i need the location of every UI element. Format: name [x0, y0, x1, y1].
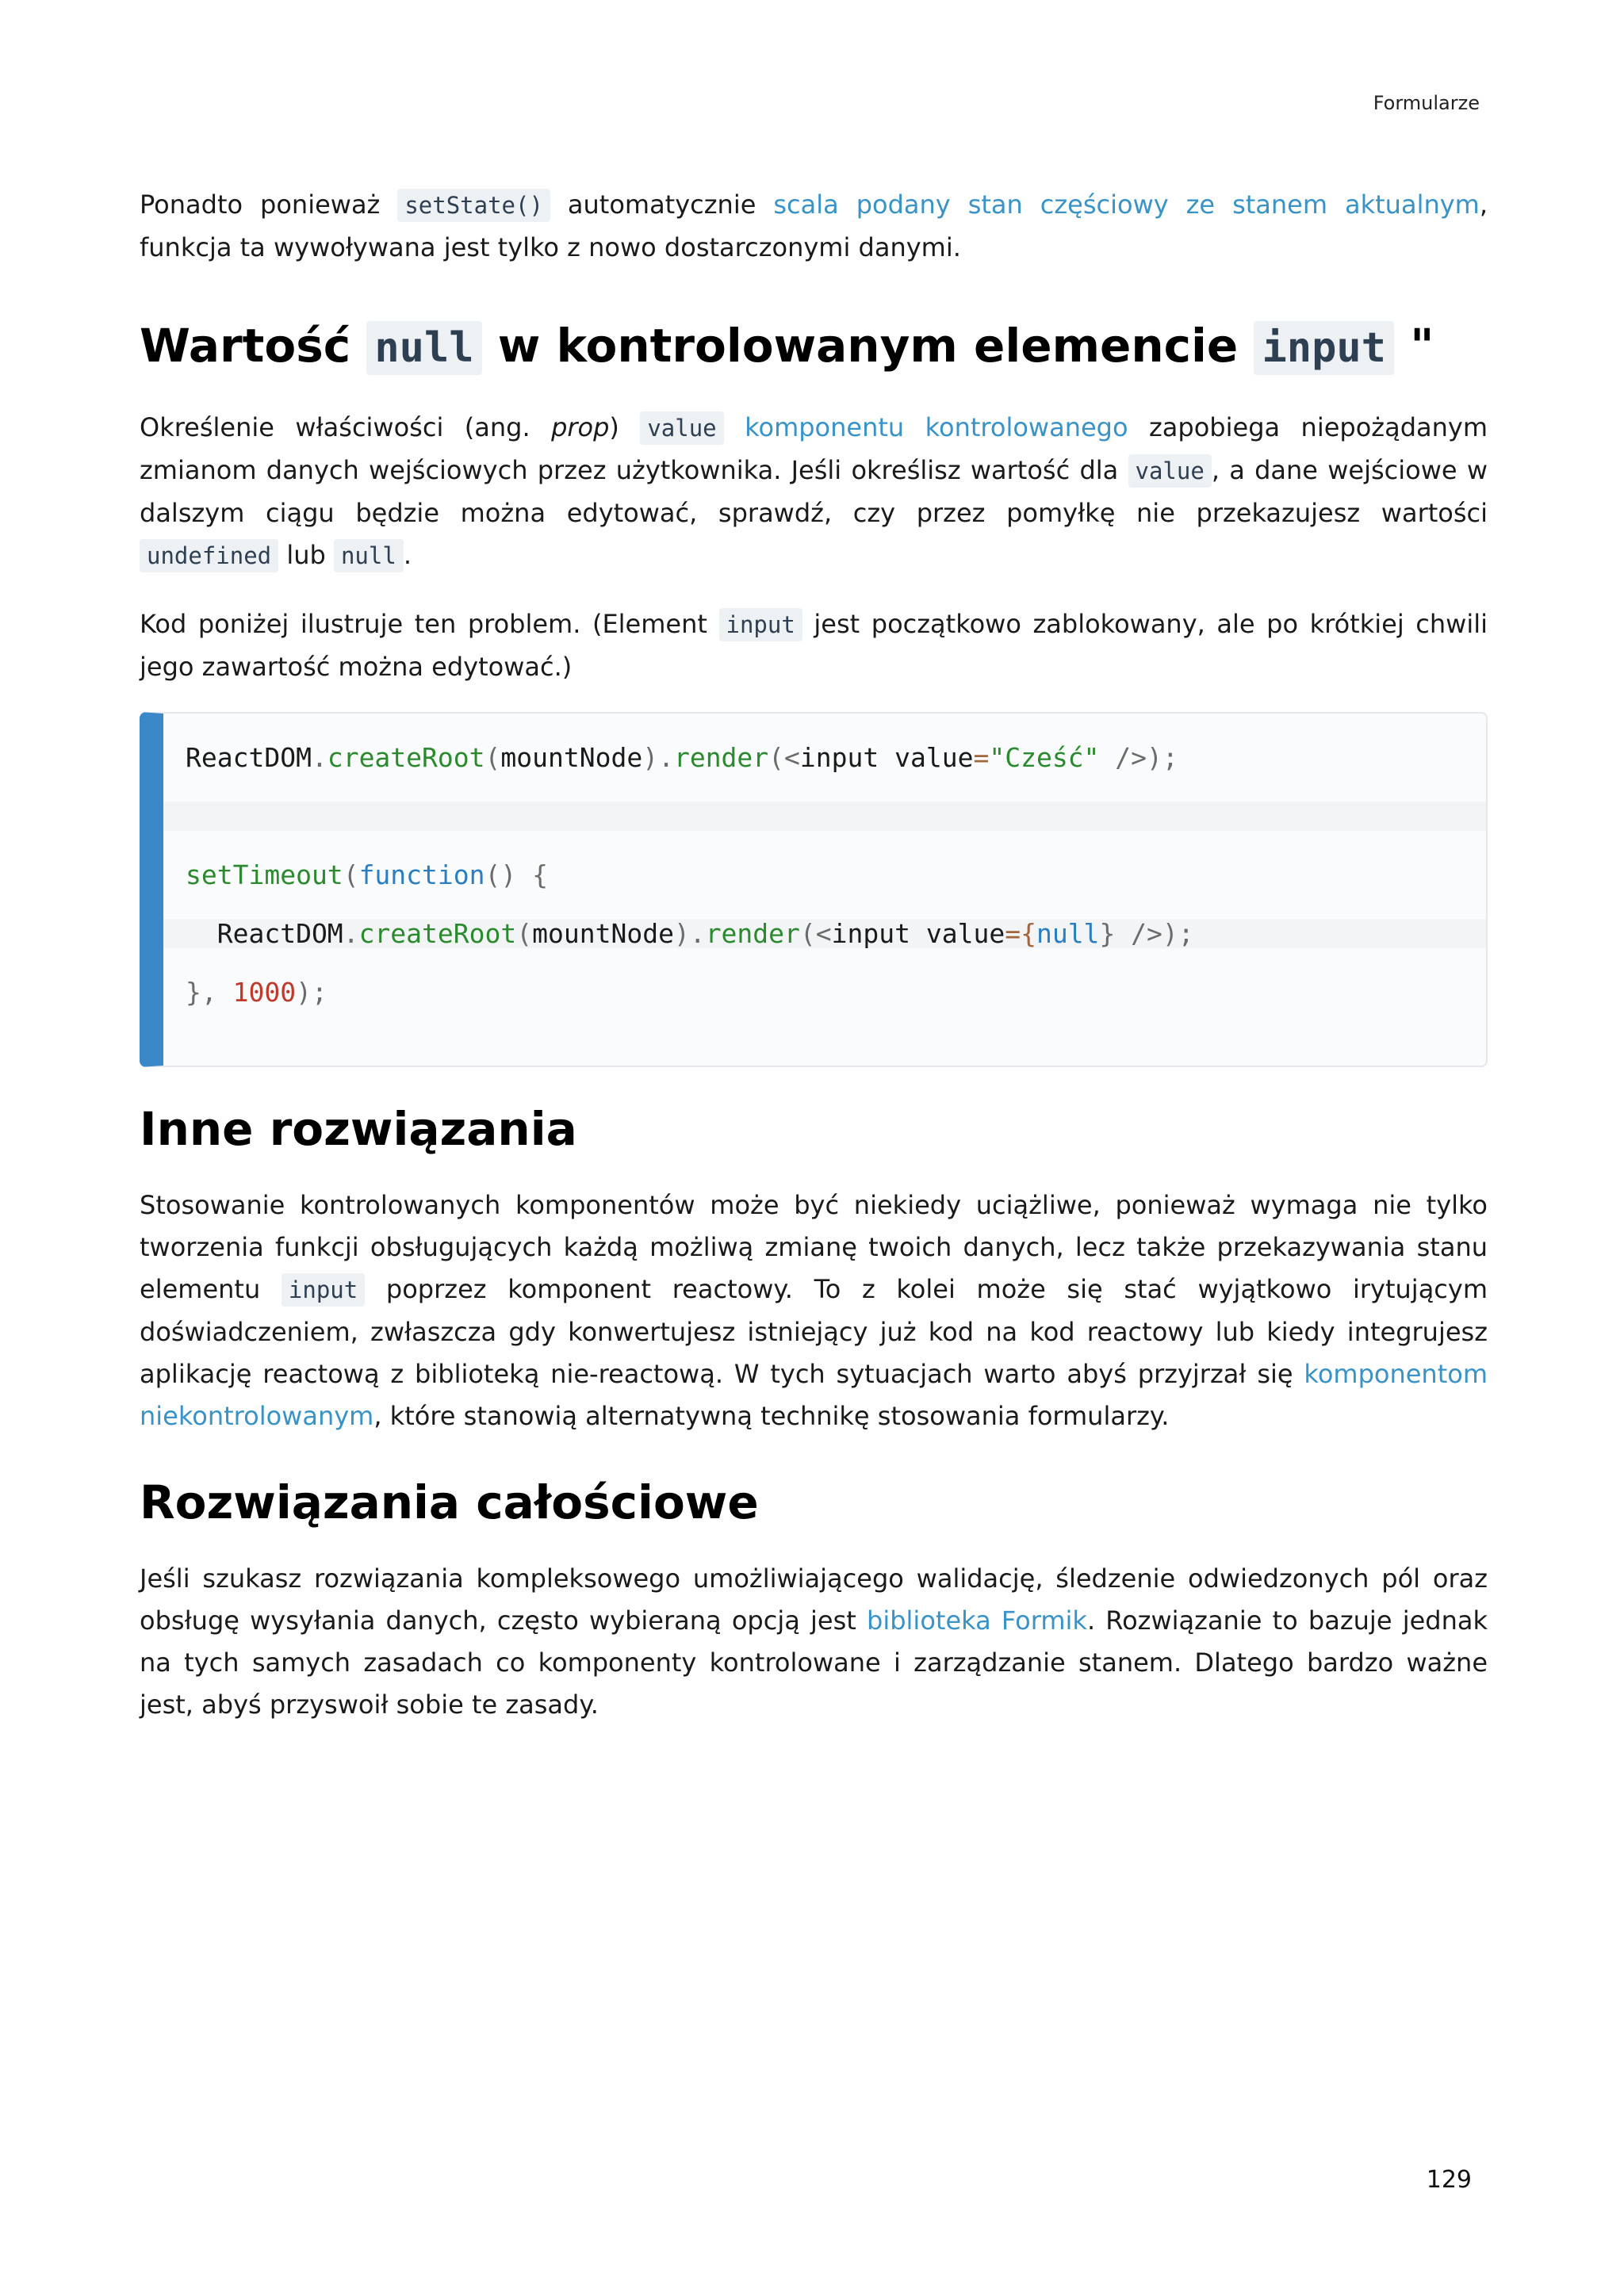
page-content [140, 184, 1488, 1726]
inline-code: input [719, 608, 802, 641]
section-heading-other-solutions: Inne rozwiązania [140, 1102, 577, 1156]
code-line: setTimeout(function() { [186, 859, 548, 890]
complete-solutions-paragraph: Jeśli szukasz rozwiązania kompleksowego umożliwiającego walidację, śledzenie odwiedzonych pól oraz obsługę wysyłania danych, często wybieraną opcją jest biblioteka Formik. Rozwiązanie to bazuje jednak na tych samych zasadach co komponenty kontrolowane i zarządzanie stanem. Dlatego bardzo ważne jest, abyś przyswoił sobie te zasady. [140, 1563, 1488, 1720]
null-value-paragraph: Określenie właściwości (ang. prop) value komponentu kontrolowanego zapobiega niepożądanym zmianom danych wejściowych przez użytkownika. Jeśli określisz wartość dla value , a dane wejściowe w dalszym ciągu będzie można edytować, sprawdź, czy przez pomyłkę nie przekazujesz wartości undefined lub null . [140, 407, 1488, 577]
inline-code: null [334, 539, 404, 572]
link-controlled-component[interactable]: komponentu kontrolowanego [745, 412, 1128, 442]
section-heading-null-value: Wartość null w kontrolowanym elemencie input " [140, 314, 1488, 380]
link-formik[interactable]: biblioteka Formik [867, 1605, 1087, 1636]
link-merge-state[interactable]: scala podany stan częściowy ze stanem aktualnym [773, 189, 1480, 220]
inline-code: value [1128, 454, 1212, 488]
heading-code: input [1254, 321, 1394, 375]
section-heading-complete-solutions: Rozwiązania całościowe [140, 1475, 759, 1529]
running-header: Formularze [1373, 92, 1480, 114]
code-line: }, 1000); [186, 977, 327, 1008]
example-intro-paragraph: Kod poniżej ilustruje ten problem. (Element input jest początkowo zablokowany, ale po krótkiej chwili jego zawartość można edytować.) [140, 609, 1488, 682]
inline-code: input [282, 1273, 365, 1307]
inline-code: undefined [140, 539, 278, 572]
intro-paragraph: Ponadto ponieważ setState() automatycznie scala podany stan częściowy ze stanem aktualnym, funkcja ta wywoływana jest tylko z nowo dostarczonymi danymi. [140, 189, 1488, 262]
inline-code: setState() [397, 189, 550, 222]
heading-code: null [366, 321, 481, 375]
code-line: ReactDOM.createRoot(mountNode).render(<input value="Cześć" />); [186, 742, 1178, 773]
code-line-blank [163, 802, 1486, 831]
other-solutions-paragraph: Stosowanie kontrolowanych komponentów może być niekiedy uciążliwe, ponieważ wymaga nie tylko tworzenia funkcji obsługujących każdą możliwą zmianę twoich danych, lecz także przekazywania stanu elementu input poprzez komponent reactowy. To z kolei może się stać wyjątkowo irytującym doświadczeniem, zwłaszcza gdy konwertujesz istniejący już kod na kod reactowy lub kiedy integrujesz aplikację reactową z biblioteką nie-reactową. W tych sytuacjach warto abyś przyjrzał się komponentom niekontrolowanym, które stanowią alternatywną technikę stosowania formularzy. [140, 1190, 1488, 1431]
inline-code: value [640, 411, 723, 445]
code-block [140, 712, 1488, 1067]
link-uncontrolled-components[interactable]: komponentom niekontrolowanym [140, 1359, 1488, 1431]
code-line: ReactDOM.createRoot(mountNode).render(<input value={null} />); [163, 919, 1486, 948]
page-number: 129 [1426, 2166, 1472, 2194]
